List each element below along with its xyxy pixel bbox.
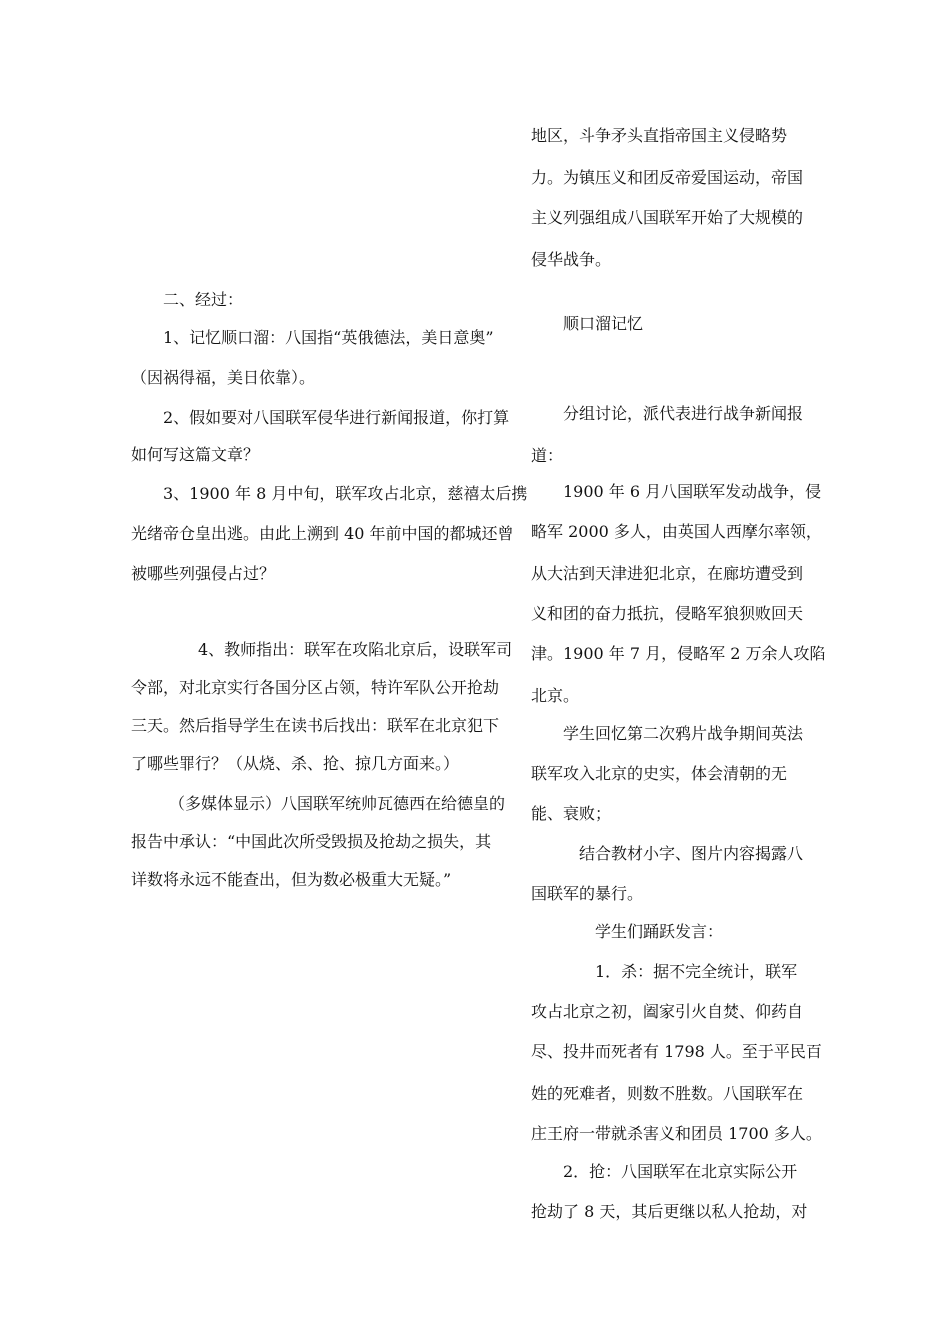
text-line: 津。1900 年 7 月，侵略军 2 万余人攻陷 <box>531 644 826 663</box>
text-line: 被哪些列强侵占过？ <box>131 564 276 583</box>
text-line: 分组讨论，派代表进行战争新闻报 <box>563 404 804 423</box>
text-line: 地区，斗争矛头直指帝国主义侵略势 <box>531 126 788 145</box>
text-line: 如何写这篇文章？ <box>131 445 260 464</box>
text-line: 结合教材小字、图片内容揭露八 <box>579 844 804 863</box>
text-line: 攻占北京之初，阖家引火自焚、仰药自 <box>531 1002 804 1021</box>
text-line: 顺口溜记忆 <box>563 314 644 333</box>
text-line: 1、记忆顺口溜：八国指“英俄德法，美日意奥” <box>163 328 494 347</box>
text-line: 抢劫了 8 天，其后更继以私人抢劫，对 <box>531 1202 808 1221</box>
text-line: 力。为镇压义和团反帝爱国运动，帝国 <box>531 168 804 187</box>
text-line: 令部，对北京实行各国分区占领，特许军队公开抢劫 <box>131 678 500 697</box>
text-line: 4、教师指出：联军在攻陷北京后，设联军司 <box>198 640 513 659</box>
text-line: 学生回忆第二次鸦片战争期间英法 <box>563 724 804 743</box>
text-line: 了哪些罪行？（从烧、杀、抢、掠几方面来。） <box>131 754 460 773</box>
text-line: 学生们踊跃发言： <box>595 922 724 941</box>
text-line: 庄王府一带就杀害义和团员 1700 多人。 <box>531 1124 822 1143</box>
text-line: 侵华战争。 <box>531 250 612 269</box>
text-line: 能、衰败； <box>531 804 612 823</box>
text-line: 从大沽到天津进犯北京，在廊坊遭受到 <box>531 564 804 583</box>
text-line: 三天。然后指导学生在读书后找出：联军在北京犯下 <box>131 716 500 735</box>
text-line: （因祸得福，美日依靠）。 <box>131 368 316 387</box>
text-line: 详数将永远不能查出，但为数必极重大无疑。” <box>131 870 452 889</box>
text-line: 3、1900 年 8 月中旬，联军攻占北京，慈禧太后携 <box>163 484 528 503</box>
text-line: 1．杀：据不完全统计，联军 <box>595 962 798 981</box>
text-line: 2．抢：八国联军在北京实际公开 <box>563 1162 798 1181</box>
text-line: 尽、投井而死者有 1798 人。至于平民百 <box>531 1042 822 1061</box>
text-line: 光绪帝仓皇出逃。由此上溯到 40 年前中国的都城还曾 <box>131 524 514 543</box>
text-line: 北京。 <box>531 686 580 705</box>
text-line: 姓的死难者，则数不胜数。八国联军在 <box>531 1084 804 1103</box>
text-line: 略军 2000 多人，由英国人西摩尔率领， <box>531 522 822 541</box>
text-line: 1900 年 6 月八国联军发动战争，侵 <box>563 482 822 501</box>
text-line: 报告中承认：“中国此次所受毁损及抢劫之损失，其 <box>131 832 492 851</box>
text-line: （多媒体显示）八国联军统帅瓦德西在给德皇的 <box>169 794 506 813</box>
text-line: 2、假如要对八国联军侵华进行新闻报道，你打算 <box>163 408 510 427</box>
section-heading: 二、经过： <box>163 290 244 309</box>
text-line: 联军攻入北京的史实，体会清朝的无 <box>531 764 788 783</box>
text-line: 主义列强组成八国联军开始了大规模的 <box>531 208 804 227</box>
text-line: 国联军的暴行。 <box>531 884 644 903</box>
text-line: 道： <box>531 446 564 465</box>
text-line: 义和团的奋力抵抗，侵略军狼狈败回天 <box>531 604 804 623</box>
